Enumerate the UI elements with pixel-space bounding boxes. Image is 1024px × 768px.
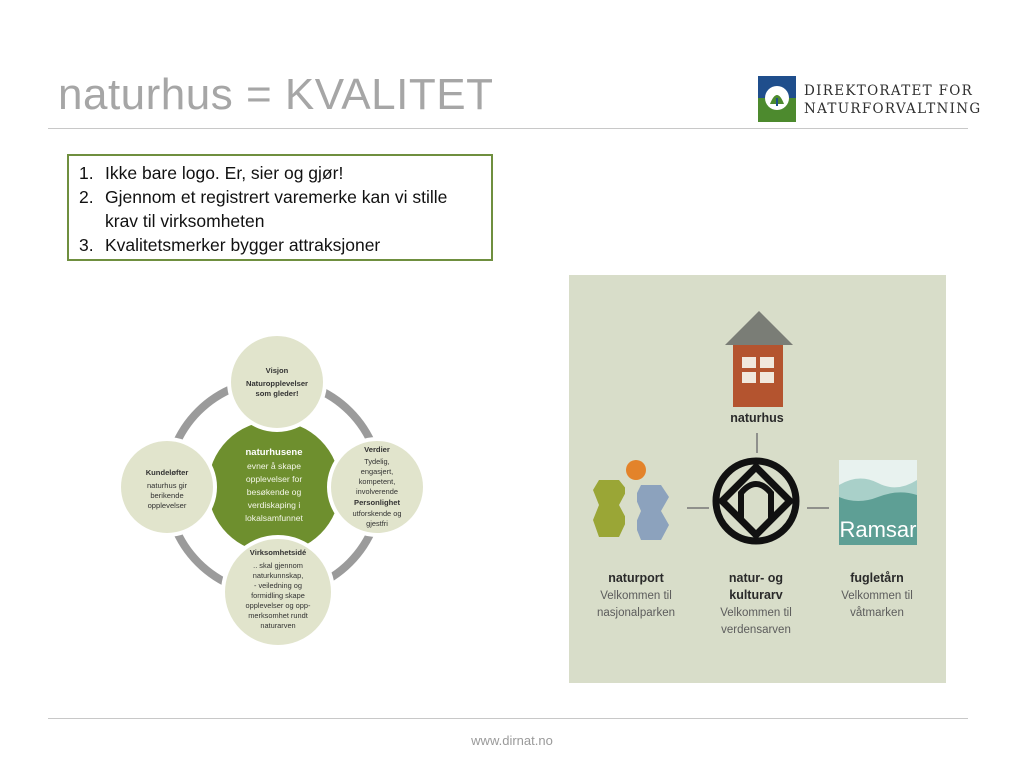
vision-line: Naturopplevelser [245, 379, 309, 388]
center-line: evner å skape [247, 461, 301, 471]
brand-panel [569, 275, 946, 683]
center-line: verdiskaping i [247, 500, 301, 510]
naturhus-label: naturhus [730, 411, 784, 425]
world-heritage-emblem-icon [716, 461, 796, 541]
values-line: engasjert, [360, 467, 394, 476]
kulturarv-label: natur- og [728, 571, 784, 585]
promise-line: naturhus gir [146, 481, 188, 490]
center-line: opplevelser for [245, 474, 303, 484]
key-point: 1. Ikke bare logo. Er, sier og gjør! [79, 163, 344, 183]
values-line: kompetent, [358, 477, 396, 486]
concept-diagram [115, 330, 435, 650]
naturhus-house-icon [725, 311, 793, 407]
fugletarn-line: Velkommen til [841, 590, 913, 602]
values-title: Verdier [364, 445, 390, 454]
ramsar-text: Ramsar [839, 517, 917, 542]
business-idea-line: .. skal gjennom [253, 561, 303, 570]
business-idea-line: formidling skape [251, 591, 305, 600]
key-point: 3. Kvalitetsmerker bygger attraksjoner [79, 235, 381, 255]
footer-divider [48, 718, 968, 719]
fugletarn-line: våtmarken [850, 607, 904, 619]
kulturarv-line: Velkommen til [720, 607, 792, 619]
logo-line-1: DIREKTORATET FOR [804, 83, 974, 99]
kulturarv-label: kulturarv [729, 588, 783, 602]
kulturarv-line: verdensarven [721, 624, 791, 636]
naturport-line: nasjonalparken [596, 607, 676, 619]
values-line: involverende [356, 487, 398, 496]
slide-title: naturhus = KVALITET [58, 70, 494, 119]
vision-title: Visjon [265, 366, 289, 375]
business-idea-title: Virksomhetsidé [249, 548, 307, 557]
naturport-icon [593, 460, 669, 540]
naturport-line: Velkommen til [600, 590, 672, 602]
title-divider [48, 128, 968, 129]
ramsar-logo [839, 460, 917, 545]
naturport-label: naturport [608, 571, 664, 585]
promise-title: Kundeløfter [145, 468, 189, 477]
business-idea-line: - veiledning og [253, 581, 303, 590]
business-idea-line: opplevelser og opp- [245, 601, 311, 610]
key-point: 2. Gjennom et registrert varemerke kan vi stille krav til virksomheten [79, 187, 448, 231]
promise-line: opplevelser [147, 501, 187, 510]
center-title: naturhusene [245, 447, 303, 458]
dirnat-emblem-icon [758, 76, 796, 122]
center-line: besøkende og [246, 487, 302, 497]
business-idea-line: naturarven [260, 621, 296, 630]
vision-line: som gleder! [255, 389, 299, 398]
footer-url[interactable]: www.dirnat.no [471, 733, 553, 748]
logo-line-2: NATURFORVALTNING [804, 101, 982, 117]
promise-line: berikende [150, 491, 184, 500]
business-idea-line: merksomhet rundt [248, 611, 308, 620]
values-line: gjestfri [366, 519, 388, 528]
values-subtitle: Personlighet [354, 498, 400, 507]
business-idea-line: naturkunnskap, [252, 571, 304, 580]
key-points-box [67, 154, 493, 261]
values-line: utforskende og [352, 509, 402, 518]
center-line: lokalsamfunnet [245, 513, 303, 523]
dirnat-logo [758, 76, 982, 124]
values-line: Tydelig, [364, 457, 390, 466]
fugletarn-label: fugletårn [850, 571, 904, 585]
